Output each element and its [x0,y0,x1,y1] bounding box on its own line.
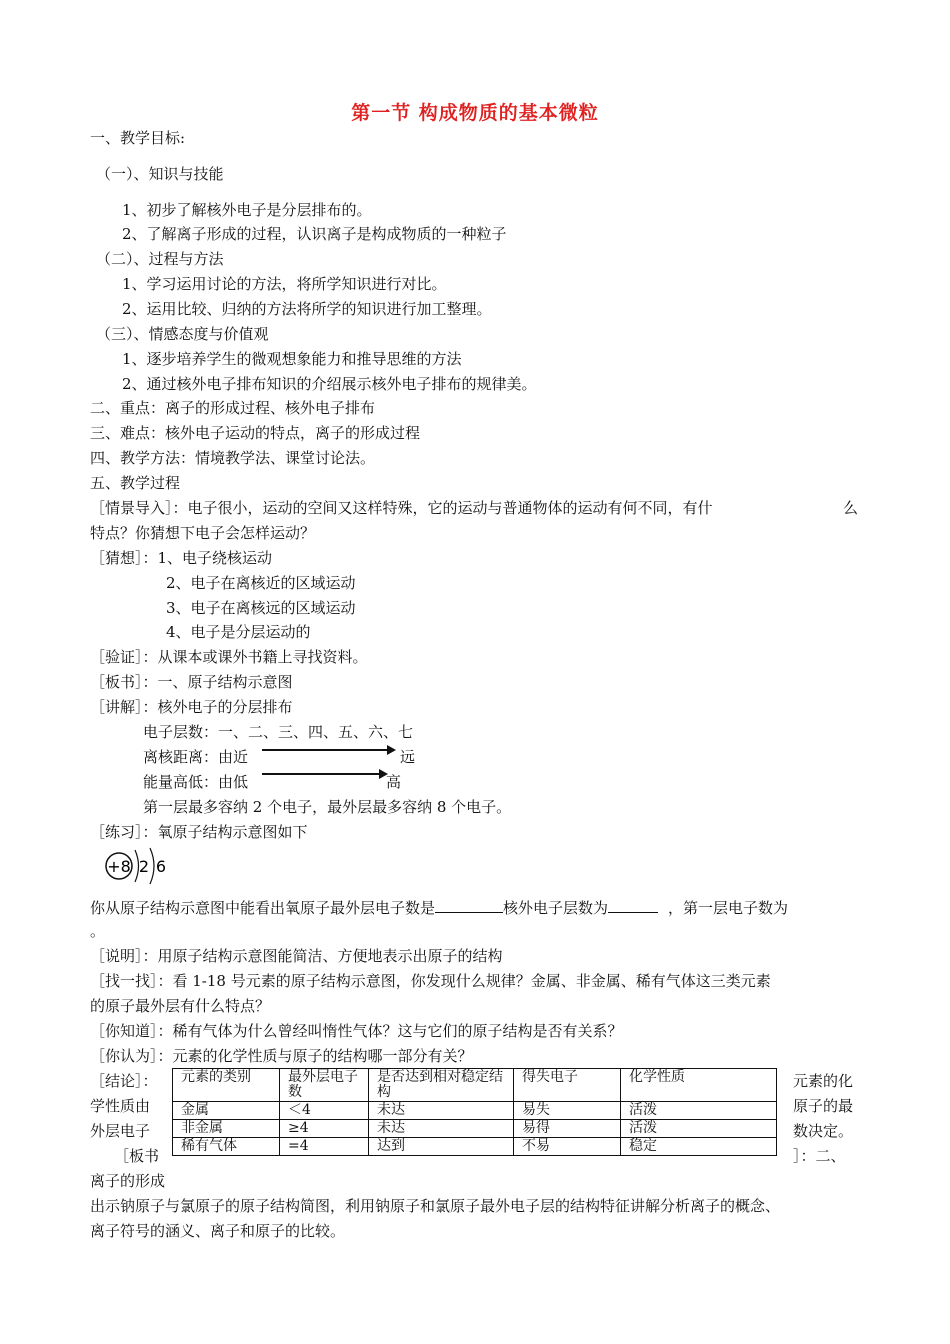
answer-blank[interactable] [608,897,658,913]
table-cell: 易失 [514,1102,621,1120]
distance-end: 远 [400,748,416,766]
table-cell: 稳定 [621,1138,777,1156]
question-line [90,897,788,918]
table-header: 最外层电子数 [280,1069,369,1102]
table-header: 是否达到相对稳定结构 [369,1069,514,1102]
section-process: 五、教学过程 [90,474,181,492]
conclusion-left: 学性质由 [90,1097,151,1115]
table-header: 化学性质 [621,1069,777,1102]
guess-line: ［猜想］：1、电子绕核运动 [90,549,273,567]
conclusion-left: ［结论］： [90,1072,158,1090]
table-cell: ＜4 [280,1102,369,1120]
answer-blank[interactable] [435,897,503,913]
find-line: ［找一找］：看 1-18 号元素的原子结构示意图，你发现什么规律？金属、非金属、稀有气体这三类元素 [90,972,771,990]
subsection-attitude: （三）、情感态度与价值观 [96,325,269,343]
table-cell: 非金属 [173,1120,280,1138]
conclusion-right: 原子的最 [793,1097,854,1115]
guess-item: 3、电子在离核远的区域运动 [166,599,356,617]
table-header: 元素的类别 [173,1069,280,1102]
table-cell: 不易 [514,1138,621,1156]
table-cell: 易得 [514,1120,621,1138]
goal-item: 2、通过核外电子排布知识的介绍展示核外电子排布的规律美。 [122,375,537,393]
ion-paragraph: 出示钠原子与氯原子的原子结构简图，利用钠原子和氯原子最外电子层的结构特征讲解分析离子的概念、 [90,1197,781,1215]
conclusion-right: 元素的化 [793,1072,854,1090]
section-methods: 四、教学方法：情境教学法、课堂讨论法。 [90,449,376,467]
think-line: ［你认为］：元素的化学性质与原子的结构哪一部分有关？ [90,1047,473,1065]
table-cell: 未达 [369,1102,514,1120]
table-row [173,1102,777,1120]
verify-line: ［验证］：从课本或课外书籍上寻找资料。 [90,648,368,666]
table-cell: 活泼 [621,1102,777,1120]
guess-item: 2、电子在离核近的区域运动 [166,574,356,592]
board-right: ］：二、 [793,1147,846,1165]
energy-label: 能量高低：由低 [143,773,249,791]
board-left: ［板书 [114,1147,160,1165]
exercise-line: ［练习］：氧原子结构示意图如下 [90,823,308,841]
arrow-right-icon [262,749,394,751]
distance-label: 离核距离：由近 [143,748,249,766]
shell2-count: 6 [155,857,167,876]
capacity-line: 第一层最多容纳 2 个电子，最外层最多容纳 8 个电子。 [143,798,512,816]
question-end: 。 [90,922,106,940]
energy-end: 高 [386,773,402,791]
table-row [173,1120,777,1138]
intro-paragraph-cont: 特点？你猜想下电子会怎样运动？ [90,524,316,542]
section-goals: 一、教学目标: [90,129,186,147]
explain-line: ［讲解］：核外电子的分层排布 [90,698,293,716]
section-difficulties: 三、难点：核外电子运动的特点，离子的形成过程 [90,424,421,442]
table-cell: 稀有气体 [173,1138,280,1156]
table-cell: 未达 [369,1120,514,1138]
goal-item: 2、了解离子形成的过程，认识离子是构成物质的一种粒子 [122,225,507,243]
goal-item: 1、初步了解核外电子是分层排布的。 [122,201,372,219]
question-part-c: ，第一层电子数为 [668,899,789,917]
oxygen-atom-diagram [104,844,174,890]
conclusion-right: 数决定。 [793,1122,854,1140]
element-comparison-table [172,1068,777,1156]
goal-item: 2、运用比较、归纳的方法将所学的知识进行加工整理。 [122,300,492,318]
ion-heading: 离子的形成 [90,1172,166,1190]
table-cell: ≥4 [280,1120,369,1138]
subsection-knowledge: （一）、知识与技能 [96,165,224,183]
table-header: 得失电子 [514,1069,621,1102]
goal-item: 1、逐步培养学生的微观想象能力和推导思维的方法 [122,350,462,368]
question-part-b: 核外电子层数为 [503,899,609,917]
table-cell: =4 [280,1138,369,1156]
note-line: ［说明］：用原子结构示意图能简洁、方便地表示出原子的结构 [90,947,503,965]
shell1-count: 2 [138,857,150,876]
table-row [173,1138,777,1156]
table-header-row [173,1069,777,1102]
guess-item: 4、电子是分层运动的 [166,623,311,641]
shell-count-line: 电子层数：一、二、三、四、五、六、七 [143,723,414,741]
conclusion-left: 外层电子 [90,1122,151,1140]
table-cell: 达到 [369,1138,514,1156]
goal-item: 1、学习运用讨论的方法，将所学知识进行对比。 [122,275,447,293]
table-cell: 金属 [173,1102,280,1120]
nucleus-label: +8 [107,857,131,876]
ion-paragraph-cont: 离子符号的涵义、离子和原子的比较。 [90,1222,346,1240]
section-keypoints: 二、重点：离子的形成过程、核外电子排布 [90,399,376,417]
board-line: ［板书］：一、原子结构示意图 [90,673,293,691]
intro-paragraph-tail: 么 [843,499,859,517]
arrow-right-icon [262,773,386,775]
page-title: 第一节 构成物质的基本微粒 [351,102,599,124]
subsection-process: （二）、过程与方法 [96,250,224,268]
table-cell: 活泼 [621,1120,777,1138]
know-line: ［你知道］：稀有气体为什么曾经叫惰性气体？这与它们的原子结构是否有关系？ [90,1022,623,1040]
question-part-a: 你从原子结构示意图中能看出氧原子最外层电子数是 [90,899,436,917]
find-line-cont: 的原子最外层有什么特点？ [90,997,271,1015]
intro-paragraph: ［情景导入］：电子很小，运动的空间又这样特殊，它的运动与普通物体的运动有何不同，有什 [90,499,713,517]
